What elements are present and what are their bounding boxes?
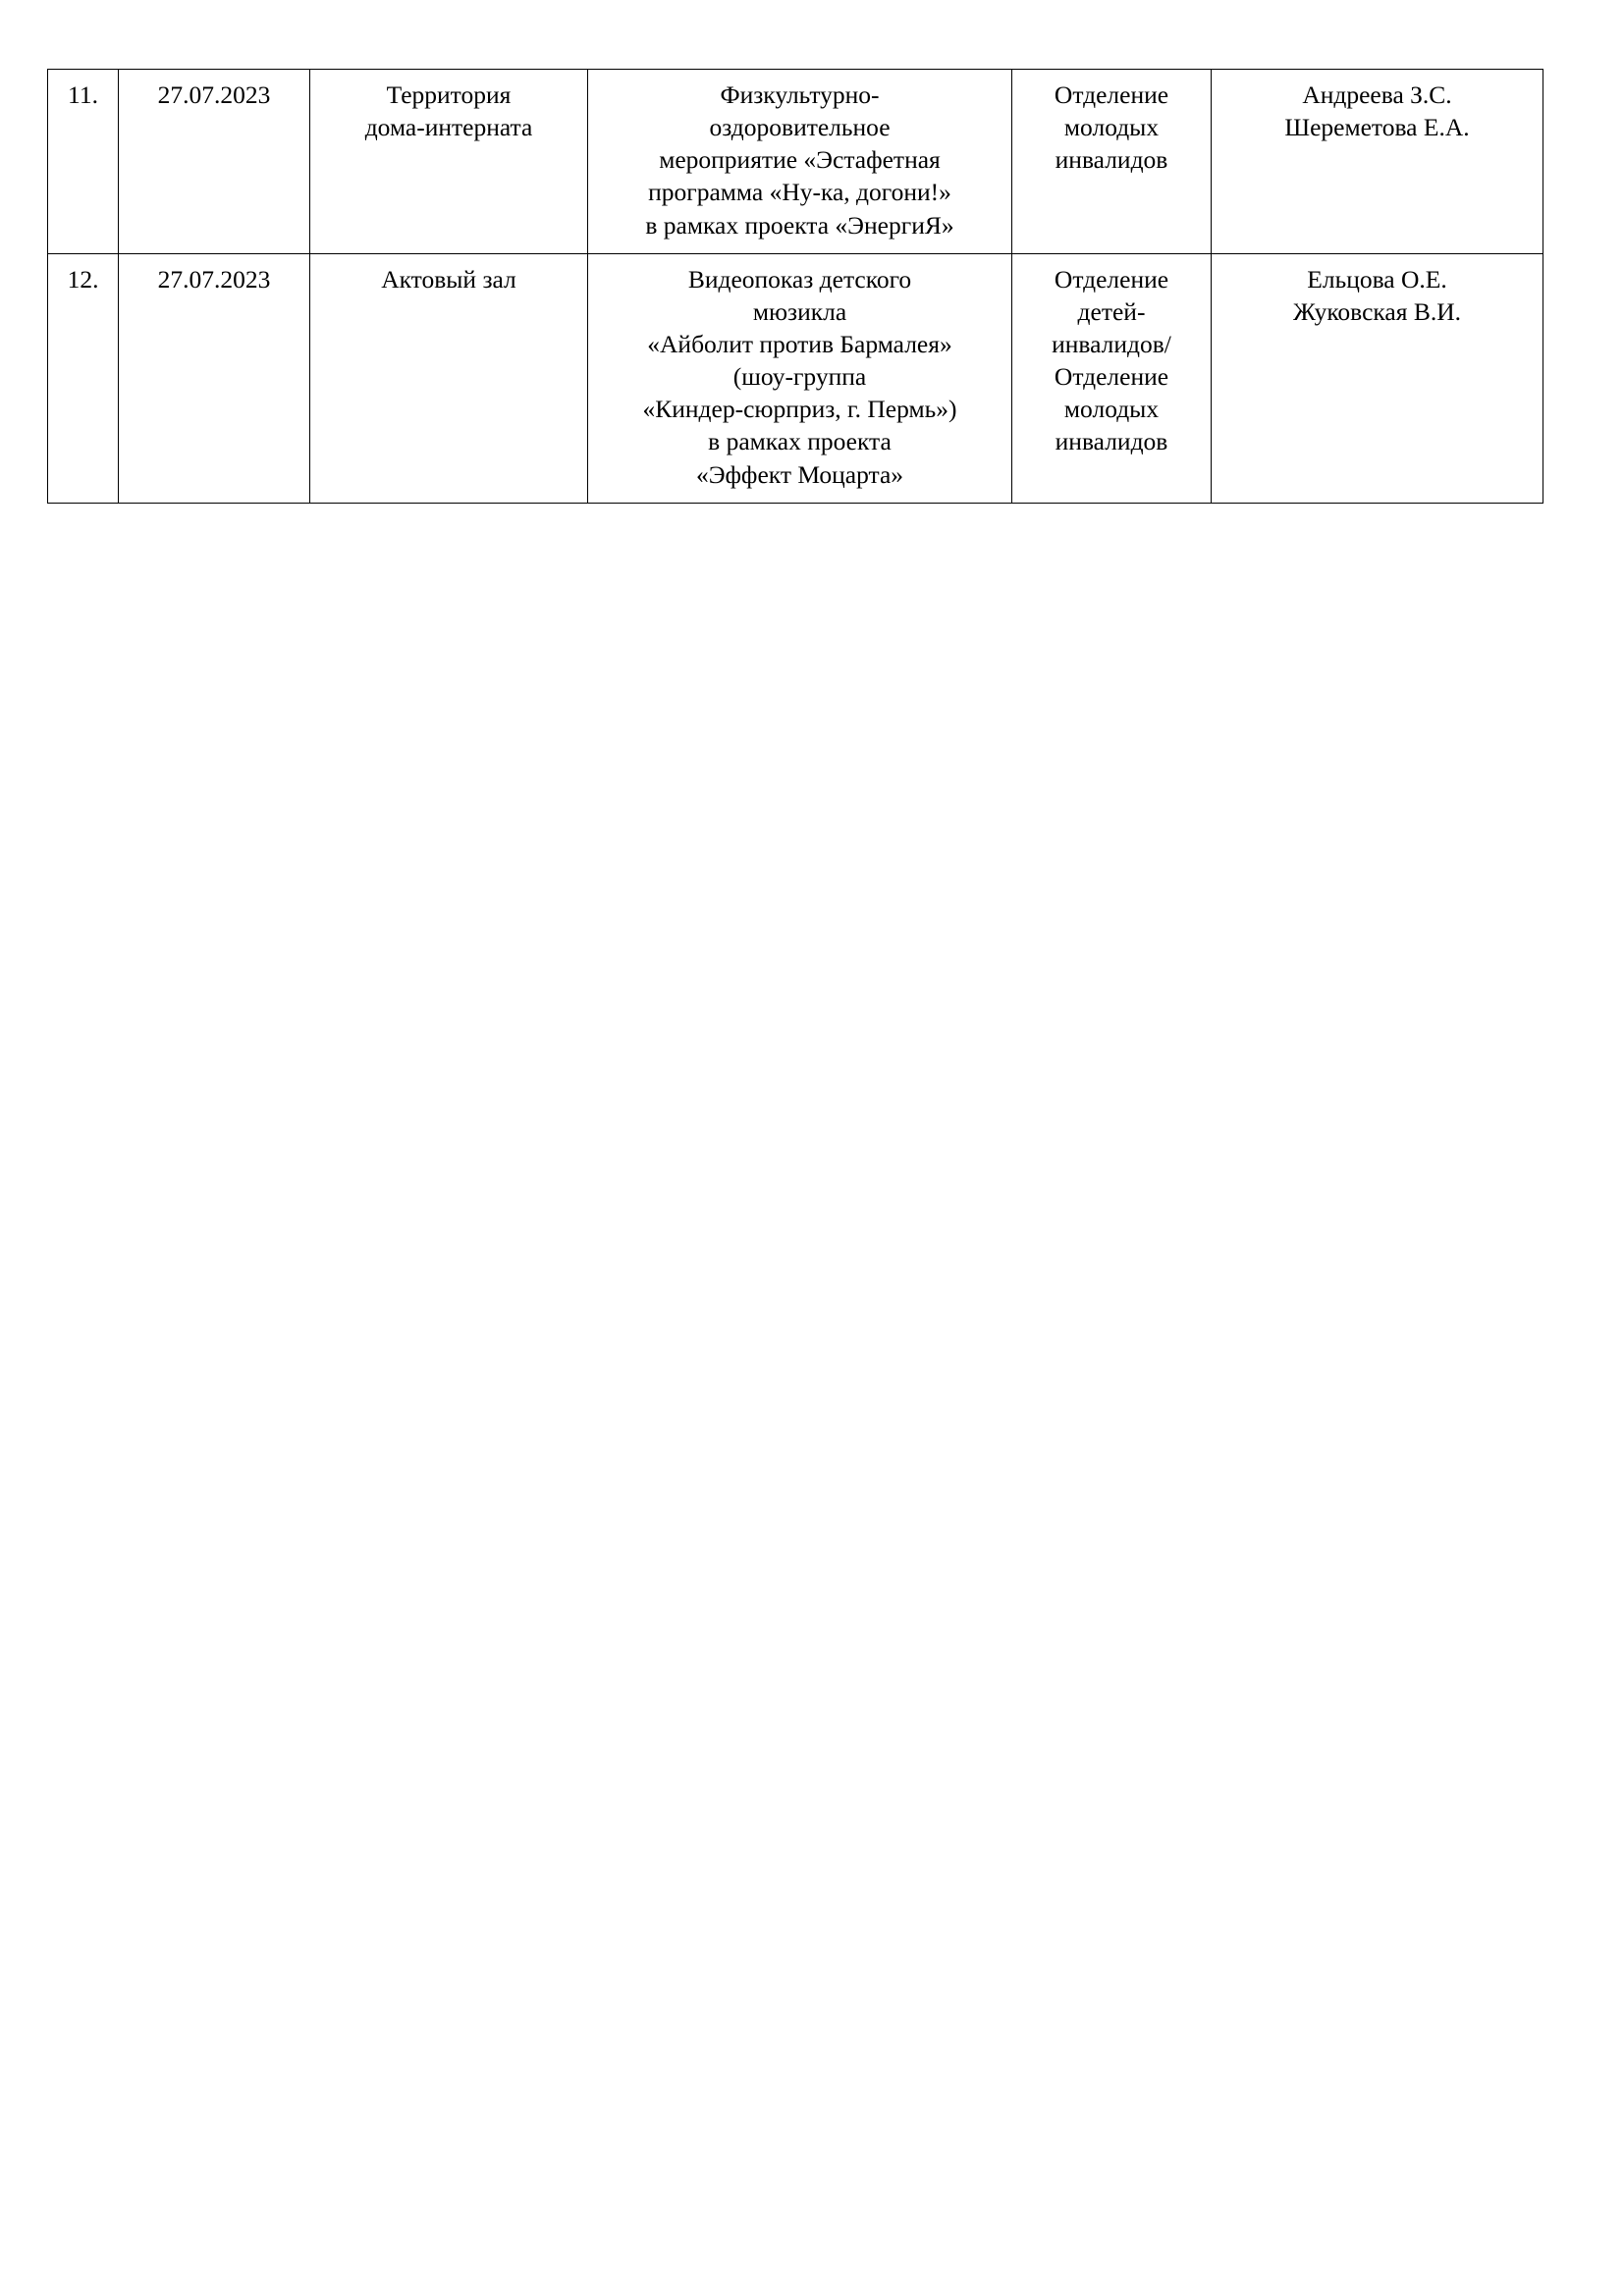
row-place-cell <box>310 253 588 503</box>
row-date: 27.07.2023 <box>157 80 271 109</box>
table-row <box>48 253 1543 503</box>
row-department-line: молодых <box>1063 395 1160 424</box>
row-responsible-line: Андреева З.С. <box>1302 80 1452 109</box>
row-event-cell <box>588 70 1012 254</box>
row-responsible-cell <box>1212 70 1543 254</box>
row-responsible-line: Шереметова Е.А. <box>1284 113 1470 142</box>
row-event-line: мюзикла <box>752 296 847 326</box>
row-department-cell <box>1012 253 1212 503</box>
row-event-cell <box>588 253 1012 503</box>
row-date: 27.07.2023 <box>157 264 271 294</box>
row-event-line: Физкультурно- <box>720 80 880 109</box>
row-event-line: программа «Ну-ка, догони!» <box>648 178 951 207</box>
row-place-line: дома-интерната <box>364 113 533 142</box>
row-department-line: инвалидов <box>1055 427 1168 456</box>
row-event-line: «Киндер-сюрприз, г. Пермь») <box>642 395 957 424</box>
row-event-line: Видеопоказ детского <box>687 264 912 294</box>
row-event-line: оздоровительное <box>709 113 891 142</box>
row-department-line: Отделение <box>1054 80 1169 109</box>
row-department-line: инвалидов <box>1055 145 1168 175</box>
row-department-line: молодых <box>1063 113 1160 142</box>
row-event-line: в рамках проекта «ЭнергиЯ» <box>645 210 954 240</box>
row-event-line: «Айболит против Бармалея» <box>647 329 952 358</box>
row-place-line: Актовый зал <box>381 264 516 294</box>
row-event-line: (шоу-группа <box>732 362 867 392</box>
row-place-line: Территория <box>386 80 512 109</box>
row-date-cell <box>119 70 310 254</box>
row-place-cell <box>310 70 588 254</box>
row-event-line: «Эффект Моцарта» <box>695 459 904 489</box>
schedule-table-body <box>48 70 1543 504</box>
row-date-cell <box>119 253 310 503</box>
row-department-line: Отделение <box>1054 362 1169 392</box>
row-department-cell <box>1012 70 1212 254</box>
row-responsible-cell <box>1212 253 1543 503</box>
row-responsible-line: Ельцова О.Е. <box>1307 264 1447 294</box>
row-event-line: мероприятие «Эстафетная <box>659 145 941 175</box>
row-number-cell <box>48 253 119 503</box>
row-event-line: в рамках проекта <box>708 427 892 456</box>
row-department-line: детей- <box>1077 296 1146 326</box>
row-number: 11. <box>68 80 98 109</box>
row-number-cell <box>48 70 119 254</box>
row-number: 12. <box>67 264 99 294</box>
table-row <box>48 70 1543 254</box>
row-department-line: инвалидов/ <box>1052 329 1171 358</box>
row-responsible-line: Жуковская В.И. <box>1292 296 1461 326</box>
row-department-line: Отделение <box>1054 264 1169 294</box>
schedule-table <box>47 69 1543 504</box>
